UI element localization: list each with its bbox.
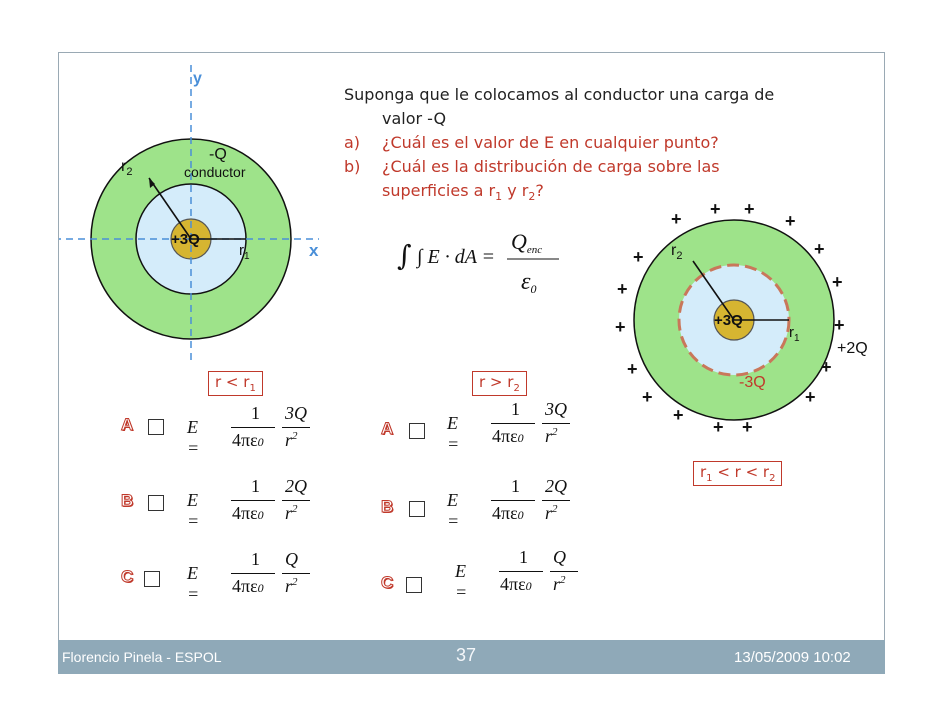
r2-label: $r_2$ <box>121 158 133 178</box>
outer-charge-label: +2Q <box>837 340 868 357</box>
footer-bar <box>58 640 885 674</box>
inner-charge-label: -3Q <box>739 374 766 391</box>
plus-sign: + <box>627 359 638 379</box>
left-charge-diagram <box>59 53 359 373</box>
option-b-label-right: B <box>381 497 394 516</box>
intro-line-2: valor -Q <box>382 109 447 128</box>
plus-sign: + <box>742 417 753 437</box>
plus-sign: + <box>617 279 628 299</box>
plus-sign: + <box>673 405 684 425</box>
gauss-denominator: ε0 <box>521 269 537 296</box>
option-c-label-left: C <box>121 567 134 586</box>
question-a <box>344 131 864 155</box>
right-r1-label: $r_1$ <box>789 324 800 344</box>
region-label-middle: $r_1 < r < r_2$ <box>693 461 782 486</box>
r1-label: $r_1$ <box>239 242 250 262</box>
question-b <box>344 155 864 179</box>
plus-sign: + <box>805 387 816 407</box>
plus-sign: + <box>814 239 825 259</box>
option-a-label-right: A <box>381 419 394 438</box>
question-b-label: b) <box>344 157 361 176</box>
footer-author: Florencio Pinela - ESPOL <box>62 649 222 665</box>
question-b-line-2: superficies a $r_1$ y $r_2$? <box>382 181 544 204</box>
right-core-label: +3Q <box>714 312 743 329</box>
x-axis-label: x <box>309 241 319 260</box>
plus-sign: + <box>615 317 626 337</box>
region-label-outer: $r > r_2$ <box>472 371 527 396</box>
slide: y x $r_2$ -Q conductor +3Q $r_1$ Suponga que le colocamos al conductor una carga de valor -Q a) ¿Cuál es el valor de E en cualquier punto? b) ¿Cuál es la distribución de carga sobre las superficies a $r_1$ y $r_2$? ∫ ∫ E · dA = Qenc ε0 $r_2$ +3Q $r_1$ +2Q -3Q + + + + + + + + + + + + + + + + + $r_1 < r < r_2$ $r < r_1$ $r > r_2$ A E = 1 4πε0 3Q $r^2$ B E = 1 4πε0 2Q $r^2$ C E = 1 4πε0 Q $r^2$ A E = 1 4πε0 3Q $r^2$ B E = 1 4πε0 2Q $r^2$ C E = 1 4πε0 Q $r^2$ <box>58 52 885 642</box>
plus-sign: + <box>642 387 653 407</box>
option-a-checkbox-right[interactable] <box>409 423 425 439</box>
question-a-label: a) <box>344 133 361 152</box>
option-b-checkbox-right[interactable] <box>409 501 425 517</box>
right-r2-label: $r_2$ <box>671 242 683 262</box>
option-a-checkbox-left[interactable] <box>148 419 164 435</box>
plus-sign: + <box>821 357 832 377</box>
right-charge-diagram <box>609 203 884 453</box>
plus-sign: + <box>744 203 755 219</box>
plus-sign: + <box>671 209 682 229</box>
question-text <box>344 83 864 209</box>
region-label-inner: $r < r_1$ <box>208 371 263 396</box>
core-charge-label: +3Q <box>171 231 200 248</box>
option-b-label-left: B <box>121 491 134 510</box>
plus-sign: + <box>834 315 845 335</box>
option-c-label-right: C <box>381 573 394 592</box>
option-c-checkbox-left[interactable] <box>144 571 160 587</box>
page-number: 37 <box>456 645 477 665</box>
plus-sign: + <box>633 247 644 267</box>
plus-sign: + <box>785 211 796 231</box>
footer-date: 13/05/2009 10:02 <box>734 649 851 666</box>
option-c-checkbox-right[interactable] <box>406 577 422 593</box>
plus-sign: + <box>710 203 721 219</box>
plus-sign: + <box>713 417 724 437</box>
conductor-label: conductor <box>184 164 246 180</box>
question-b-text: ¿Cuál es la distribución de carga sobre las <box>382 157 720 176</box>
intro-line-1: Suponga que le colocamos al conductor una carga de <box>344 85 775 104</box>
gauss-numerator: Qenc <box>511 229 543 256</box>
option-a-label-left: A <box>121 415 134 434</box>
option-b-checkbox-left[interactable] <box>148 495 164 511</box>
y-axis-label: y <box>193 70 202 87</box>
outer-charge-label: -Q <box>209 146 227 163</box>
gauss-law-equation <box>389 223 569 303</box>
question-a-text: ¿Cuál es el valor de E en cualquier punto? <box>382 133 719 152</box>
integral-sign: ∫ <box>397 239 412 272</box>
gauss-lhs: ∫ E · dA = <box>417 246 496 268</box>
plus-sign: + <box>832 272 843 292</box>
